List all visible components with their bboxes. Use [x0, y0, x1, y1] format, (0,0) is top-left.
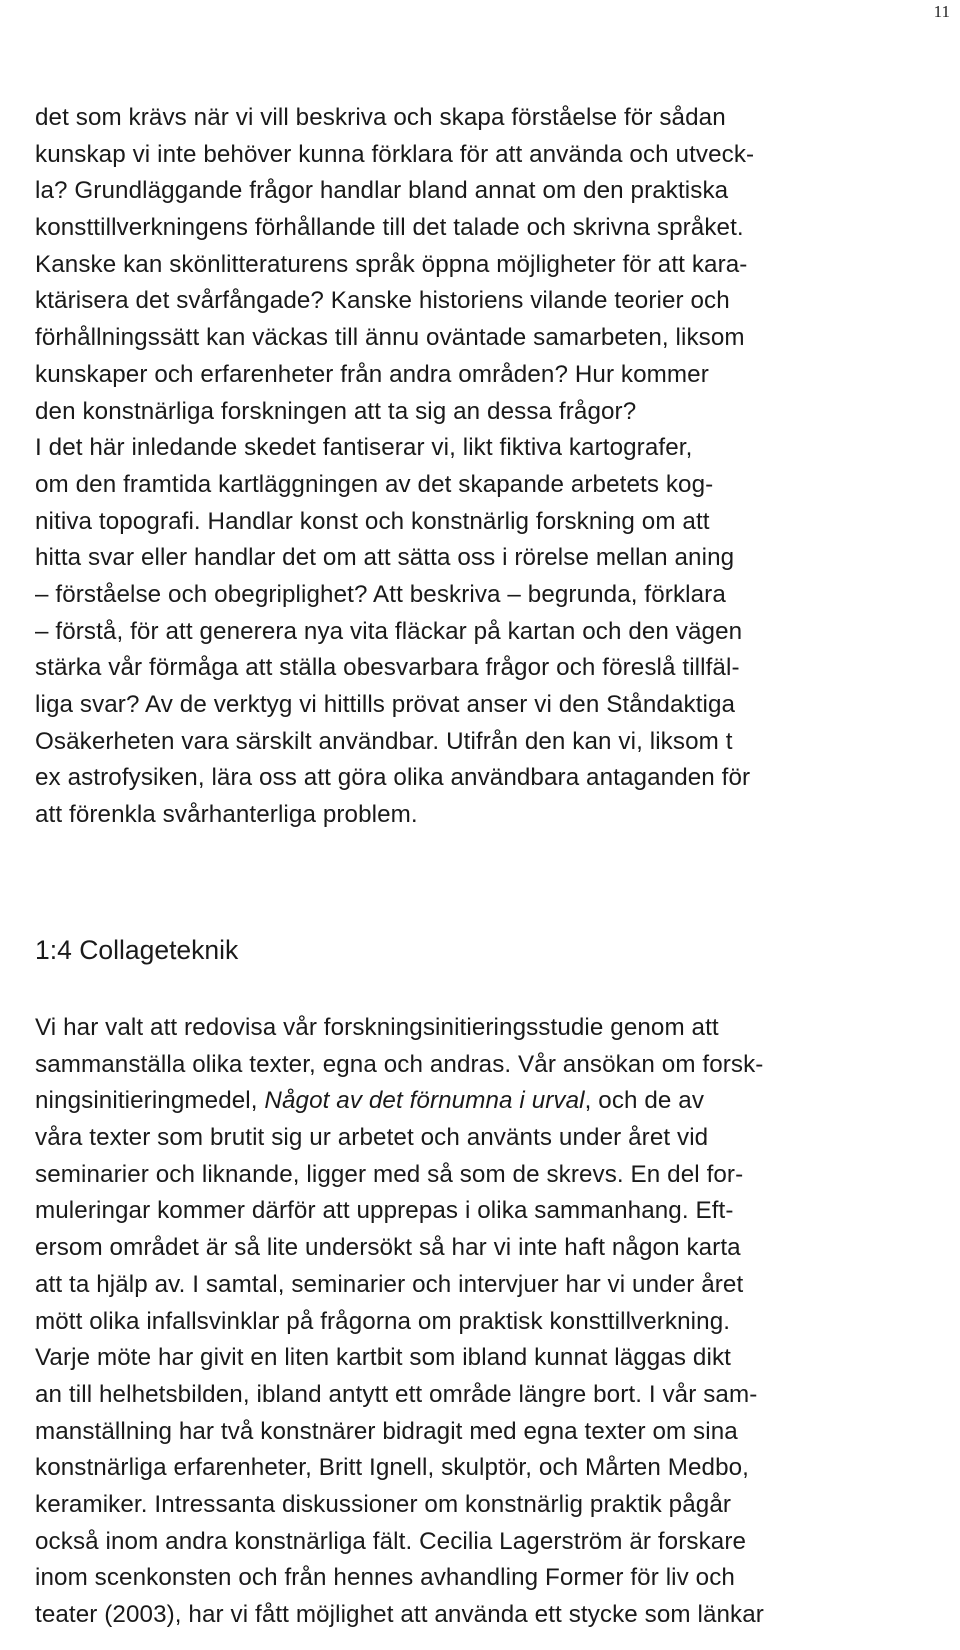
text-line: keramiker. Intressanta diskussioner om konstnärlig praktik pågår — [35, 1490, 732, 1518]
text-line: förhållningssätt kan väckas till ännu oväntade samarbeten, liksom — [35, 324, 745, 352]
text-line: kunskaper och erfarenheter från andra områden? Hur kommer — [35, 360, 709, 388]
text-line: muleringar kommer därför att upprepas i olika sammanhang. Eft- — [35, 1197, 734, 1225]
page-number: 11 — [933, 2, 950, 21]
text-line: om den framtida kartläggningen av det skapande arbetets kog- — [35, 470, 714, 498]
text-line: kunskap vi inte behöver kunna förklara för att använda och utveck- — [35, 140, 755, 168]
text-line: Kanske kan skönlitteraturens språk öppna möjligheter för att kara- — [35, 250, 748, 278]
body-paragraph-1 — [35, 100, 910, 834]
text-line: an till helhetsbilden, ibland antytt ett område längre bort. I vår sam- — [35, 1380, 758, 1408]
section-heading: 1:4 Collageteknik — [35, 935, 239, 965]
text-line — [35, 1083, 910, 1120]
text-line: hitta svar eller handlar det om att sätta oss i rörelse mellan aning — [35, 544, 735, 572]
text-line: det som krävs när vi vill beskriva och skapa förståelse för sådan — [35, 104, 726, 131]
text-line: stärka vår förmåga att ställa obesvarbara frågor och föreslå tillfäl- — [35, 654, 740, 682]
cited-title: Något av det förnumna i urval — [264, 1087, 585, 1115]
text-line: mött olika infallsvinklar på frågorna om praktisk konsttillverkning. — [35, 1307, 731, 1335]
text-line: våra texter som brutit sig ur arbetet och använts under året vid — [35, 1124, 709, 1152]
text-line: liga svar? Av de verktyg vi hittills prövat anser vi den Ståndaktiga — [35, 691, 736, 718]
text-line: konstnärliga erfarenheter, Britt Ignell, skulptör, och Mårten Medbo, — [35, 1454, 749, 1482]
text-line: ex astrofysiken, lära oss att göra olika användbara antaganden för — [35, 764, 751, 792]
text-line: teater (2003), har vi fått möjlighet att använda ett stycke som länkar — [35, 1601, 764, 1628]
text-line: manställning har två konstnärer bidragit med egna texter om sina — [35, 1417, 738, 1445]
text-line: – förstå, för att generera nya vita fläckar på kartan och den vägen — [35, 617, 743, 645]
text-line: I det här inledande skedet fantiserar vi, likt fiktiva kartografer, — [35, 434, 693, 462]
text-line: Osäkerheten vara särskilt användbar. Utifrån den kan vi, liksom t — [35, 727, 733, 755]
text-line: – förståelse och obegriplighet? Att beskriva – begrunda, förklara — [35, 580, 726, 608]
body-paragraph-2 — [35, 1010, 910, 1634]
text-line: Vi har valt att redovisa vår forskningsinitieringsstudie genom att — [35, 1014, 719, 1041]
text-line: la? Grundläggande frågor handlar bland annat om den praktiska — [35, 177, 729, 205]
text-line: också inom andra konstnärliga fält. Cecilia Lagerström är forskare — [35, 1527, 747, 1555]
text-line: Varje möte har givit en liten kartbit som ibland kunnat läggas dikt — [35, 1344, 731, 1372]
text-line: ersom området är så lite undersökt så har vi inte haft någon karta — [35, 1234, 741, 1262]
text-line: inom scenkonsten och från hennes avhandling Former för liv och — [35, 1564, 735, 1592]
text-line: att förenkla svårhanterliga problem. — [35, 801, 418, 829]
text-line: sammanställa olika texter, egna och andras. Vår ansökan om forsk- — [35, 1050, 764, 1078]
text-line: den konstnärliga forskningen att ta sig an dessa frågor? — [35, 397, 637, 425]
text-line: att ta hjälp av. I samtal, seminarier och intervjuer har vi under året — [35, 1270, 744, 1298]
text-line: seminarier och liknande, ligger med så som de skrevs. En del for- — [35, 1160, 744, 1188]
text-line: nitiva topografi. Handlar konst och konstnärlig forskning om att — [35, 507, 710, 535]
text-line: ktärisera det svårfångade? Kanske historiens vilande teorier och — [35, 287, 730, 315]
text-segment: , och de av — [584, 1087, 705, 1115]
text-segment: ningsinitieringmedel, — [35, 1087, 265, 1115]
text-line: konsttillverkningens förhållande till det talade och skrivna språket. — [35, 214, 744, 242]
